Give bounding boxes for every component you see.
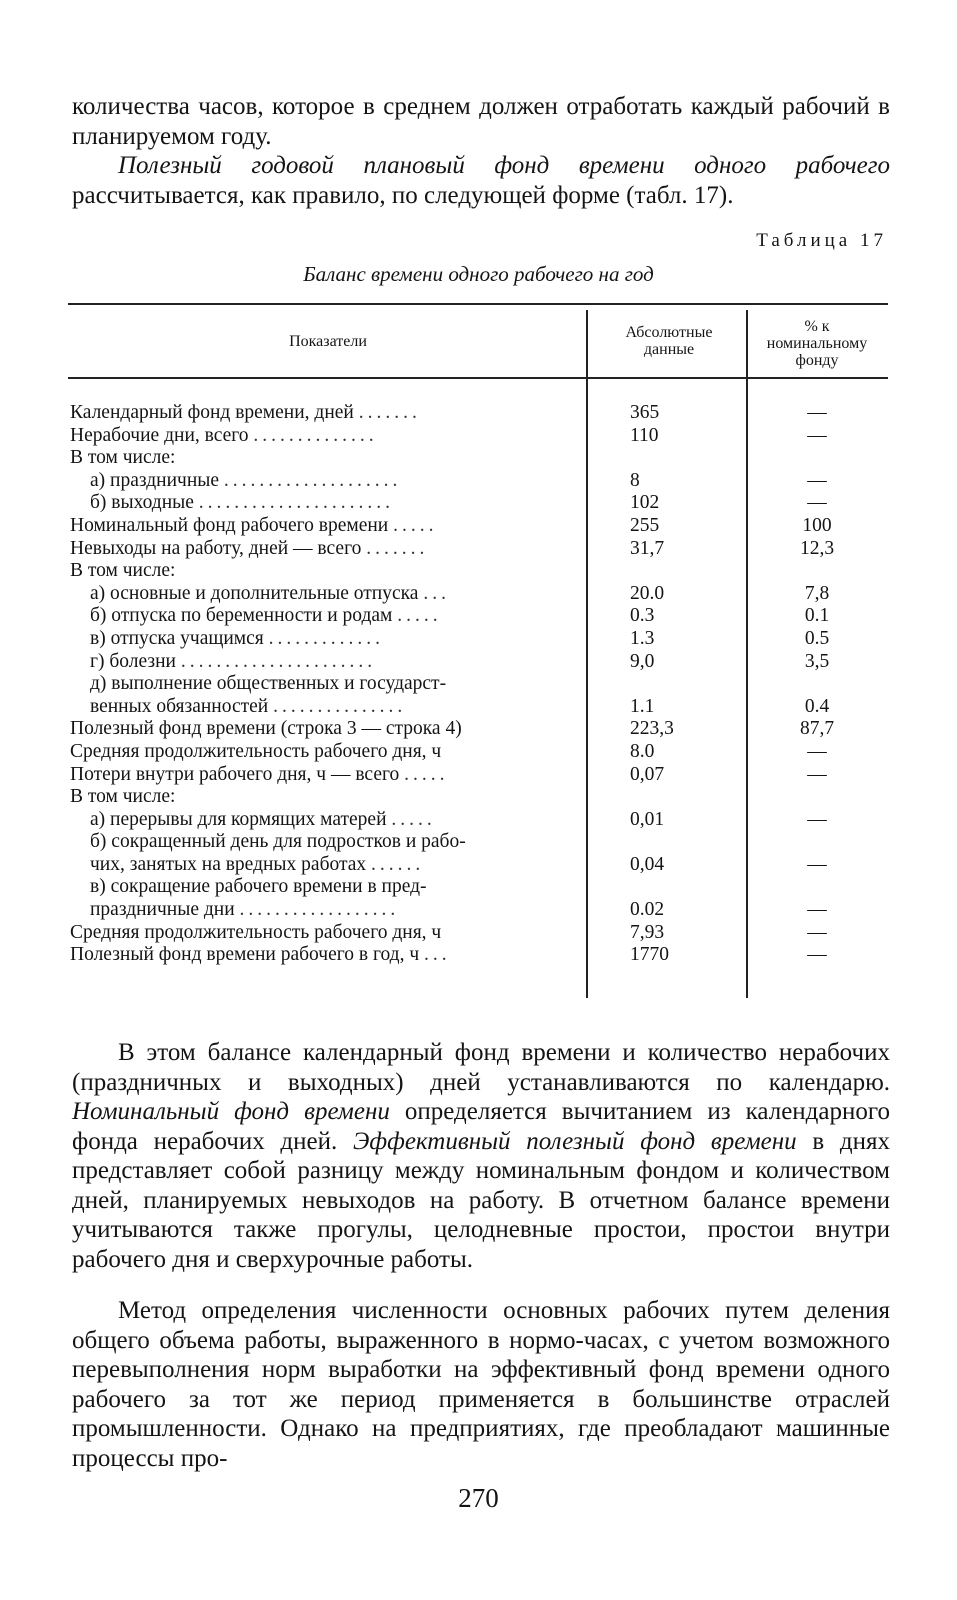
leader-dots: ..... (397, 605, 442, 627)
row-label-text: В том числе: (70, 786, 176, 808)
leader-dots: .............. (253, 424, 378, 446)
row-absolute-value: 0.02 (630, 899, 665, 921)
row-label-text: В том числе: (70, 447, 176, 469)
body-paragraph-1 (72, 1038, 890, 1274)
leader-dots: ..... (391, 808, 436, 830)
row-label (90, 696, 582, 719)
row-label-text: д) выполнение общественных и государст- (90, 673, 447, 695)
table-row (70, 786, 890, 809)
row-label-text: Нерабочие дни, всего (70, 424, 249, 446)
row-label-text: В том числе: (70, 560, 176, 582)
p3-text-a: В этом балансе календарный фонд времени и количество нерабочих (праздничных и выходных) дней устанавливаются по календарю. (72, 1039, 890, 1096)
leader-dots: ............... (273, 695, 407, 717)
leader-dots: ..... (404, 763, 449, 785)
table-row (70, 831, 890, 854)
row-label (70, 515, 582, 538)
header-percent: % к номинальному фонду (766, 318, 868, 369)
table-row (70, 605, 890, 628)
p3-text-c: в днях представляет собой разницу между номинальным фондом и количеством дней, планируемых невыходов на работу. В отчетном балансе времени учитываются также прогулы, целодневные простои, простои внутри рабочего дня и сверхурочные работы. (72, 1127, 890, 1273)
row-label (70, 560, 582, 583)
row-label (90, 876, 582, 899)
row-label-text: Полезный фонд времени рабочего в год, ч (70, 944, 420, 966)
table-row (70, 854, 890, 877)
row-label-text: б) сокращенный день для подростков и рабо- (90, 831, 466, 853)
row-label (90, 673, 582, 696)
p3-text-b: определяется вычитанием из календарного фонда нерабочих дней. (72, 1098, 890, 1155)
row-percent-value: — (807, 899, 827, 921)
table-row (70, 447, 890, 470)
row-percent-value: 100 (802, 514, 832, 536)
row-absolute-value: 223,3 (630, 718, 674, 740)
row-label (70, 718, 582, 741)
table-row (70, 718, 890, 741)
row-absolute-value: 102 (630, 492, 660, 514)
row-label (70, 786, 582, 809)
leader-dots: ....... (358, 402, 421, 423)
leader-dots: ... (424, 944, 451, 966)
row-label-text: а) перерывы для кормящих матерей (90, 808, 387, 830)
page-number: 270 (458, 1483, 499, 1513)
header-indicators: Показатели (289, 333, 367, 350)
table-row (70, 425, 890, 448)
table-row (70, 402, 890, 425)
row-percent-value: — (807, 944, 827, 966)
row-label (90, 809, 582, 832)
row-absolute-value: 0,01 (630, 808, 665, 830)
row-label (70, 402, 582, 425)
row-absolute-value: 1770 (630, 944, 669, 966)
table-row (70, 515, 890, 538)
row-label (90, 628, 582, 651)
row-label (90, 831, 582, 854)
row-label-text: чих, занятых на вредных работах (90, 853, 367, 875)
row-label (90, 899, 582, 922)
row-percent-value: — (807, 853, 827, 875)
table-row (70, 876, 890, 899)
table-caption: Баланс времени одного рабочего на год (303, 262, 654, 286)
row-label-text: праздничные дни (90, 899, 235, 921)
p3-italic-term-1: Номинальный фонд времени (72, 1098, 390, 1125)
row-absolute-value: 8.0 (630, 740, 655, 762)
row-label (70, 944, 582, 967)
row-percent-value: 3,5 (804, 650, 830, 672)
table-row (70, 741, 890, 764)
row-percent-value: — (807, 492, 827, 514)
p4-text: Метод определения численности основных рабочих путем деления общего объема работы, выраженного в нормо-часах, с учетом возможного перевыполнения норм выработки на эффективный фонд времени одного рабочего за тот же период применяется в большинстве отраслей промышленности. Однако на предприятиях, где преобладают машинные процессы про- (72, 1297, 890, 1472)
row-percent-value: 0.1 (804, 605, 830, 627)
row-label-text: в) сокращение рабочего времени в пред- (90, 876, 427, 898)
row-label-text: Полезный фонд времени (строка 3 — строка 4) (70, 718, 462, 740)
row-absolute-value: 7,93 (630, 921, 665, 943)
table-row (70, 583, 890, 606)
row-absolute-value: 9,0 (630, 650, 655, 672)
header-absolute: Абсолютные данные (625, 324, 713, 358)
row-absolute-value: 0.3 (630, 605, 655, 627)
row-label-text: венных обязанностей (90, 695, 269, 717)
row-label-text: Невыходы на работу, дней — всего (70, 537, 362, 559)
table-row (70, 944, 890, 967)
table-row (70, 899, 890, 922)
table-row (70, 560, 890, 583)
leader-dots: ............. (268, 627, 385, 649)
table-row (70, 628, 890, 651)
row-label-text: Календарный фонд времени, дней (70, 402, 354, 423)
row-percent-value: — (807, 921, 827, 943)
row-absolute-value: 8 (630, 469, 640, 491)
table-row (70, 809, 890, 832)
table-row (70, 470, 890, 493)
leader-dots: .................. (239, 899, 400, 921)
row-label (70, 425, 582, 448)
row-label (70, 764, 582, 787)
intro-rest: рассчитывается, как правило, по следующей форме (табл. 17). (72, 181, 734, 209)
table-row (70, 696, 890, 719)
row-percent-value: — (807, 402, 827, 423)
row-percent-value: — (807, 808, 827, 830)
intro-text: количества часов, которое в среднем должен отработать каждый рабочий в планируемом году. (72, 93, 890, 150)
leader-dots: ....... (366, 537, 429, 559)
leader-dots: ... (423, 582, 450, 604)
row-absolute-value: 0,04 (630, 853, 665, 875)
table-row (70, 922, 890, 945)
row-label-text: а) праздничные (90, 469, 220, 491)
row-label-text: Средняя продолжительность рабочего дня, ч (70, 921, 442, 943)
row-percent-value: — (807, 424, 827, 446)
row-absolute-value: 20.0 (630, 582, 665, 604)
row-label (90, 470, 582, 493)
table-row (70, 538, 890, 561)
row-absolute-value: 365 (630, 402, 660, 423)
row-label (90, 651, 582, 674)
row-absolute-value: 0,07 (630, 763, 665, 785)
table-top-rule (68, 303, 888, 305)
row-label (70, 741, 582, 764)
row-percent-value: 87,7 (799, 718, 835, 740)
table-row (70, 651, 890, 674)
row-label-text: б) выходные (90, 492, 194, 514)
row-label-text: г) болезни (90, 650, 176, 672)
row-label-text: Потери внутри рабочего дня, ч — всего (70, 763, 400, 785)
row-percent-value: — (807, 469, 827, 491)
table-header-rule (68, 377, 888, 379)
intro-paragraph (72, 92, 890, 210)
table-row (70, 492, 890, 515)
body-paragraph-2 (72, 1296, 890, 1473)
row-percent-value: — (807, 740, 827, 762)
table-row (70, 764, 890, 787)
table-body (70, 402, 890, 967)
row-absolute-value: 1.1 (630, 695, 655, 717)
row-label-text: б) отпуска по беременности и родам (90, 605, 393, 627)
leader-dots: .................... (223, 469, 402, 491)
leader-dots: ...................... (180, 650, 377, 672)
intro-italic-term: Полезный годовой плановый фонд времени одного рабочего (118, 152, 890, 179)
row-label (90, 492, 582, 515)
row-absolute-value: 31,7 (630, 537, 665, 559)
row-label (90, 605, 582, 628)
leader-dots: ...................... (198, 492, 395, 514)
row-percent-value: 7,8 (804, 582, 830, 604)
row-percent-value: — (807, 763, 827, 785)
row-label (90, 854, 582, 877)
row-percent-value: 0.5 (804, 627, 830, 649)
leader-dots: ...... (371, 853, 425, 875)
row-label (90, 583, 582, 606)
leader-dots: ..... (393, 514, 438, 536)
row-label-text: в) отпуска учащимся (90, 627, 264, 649)
row-absolute-value: 1.3 (630, 627, 655, 649)
row-absolute-value: 110 (630, 424, 659, 446)
row-label (70, 538, 582, 561)
table-number: Таблица 17 (756, 230, 887, 251)
row-label-text: а) основные и дополнительные отпуска (90, 582, 419, 604)
p3-italic-term-2: Эффективный полезный фонд времени (352, 1127, 797, 1155)
table-row (70, 673, 890, 696)
row-percent-value: 0.4 (804, 695, 830, 717)
row-label-text: Средняя продолжительность рабочего дня, ч (70, 740, 442, 762)
row-label (70, 922, 582, 945)
row-label-text: Номинальный фонд рабочего времени (70, 514, 389, 536)
row-percent-value: 12,3 (799, 537, 835, 559)
row-absolute-value: 255 (630, 514, 660, 536)
row-label (70, 447, 582, 470)
